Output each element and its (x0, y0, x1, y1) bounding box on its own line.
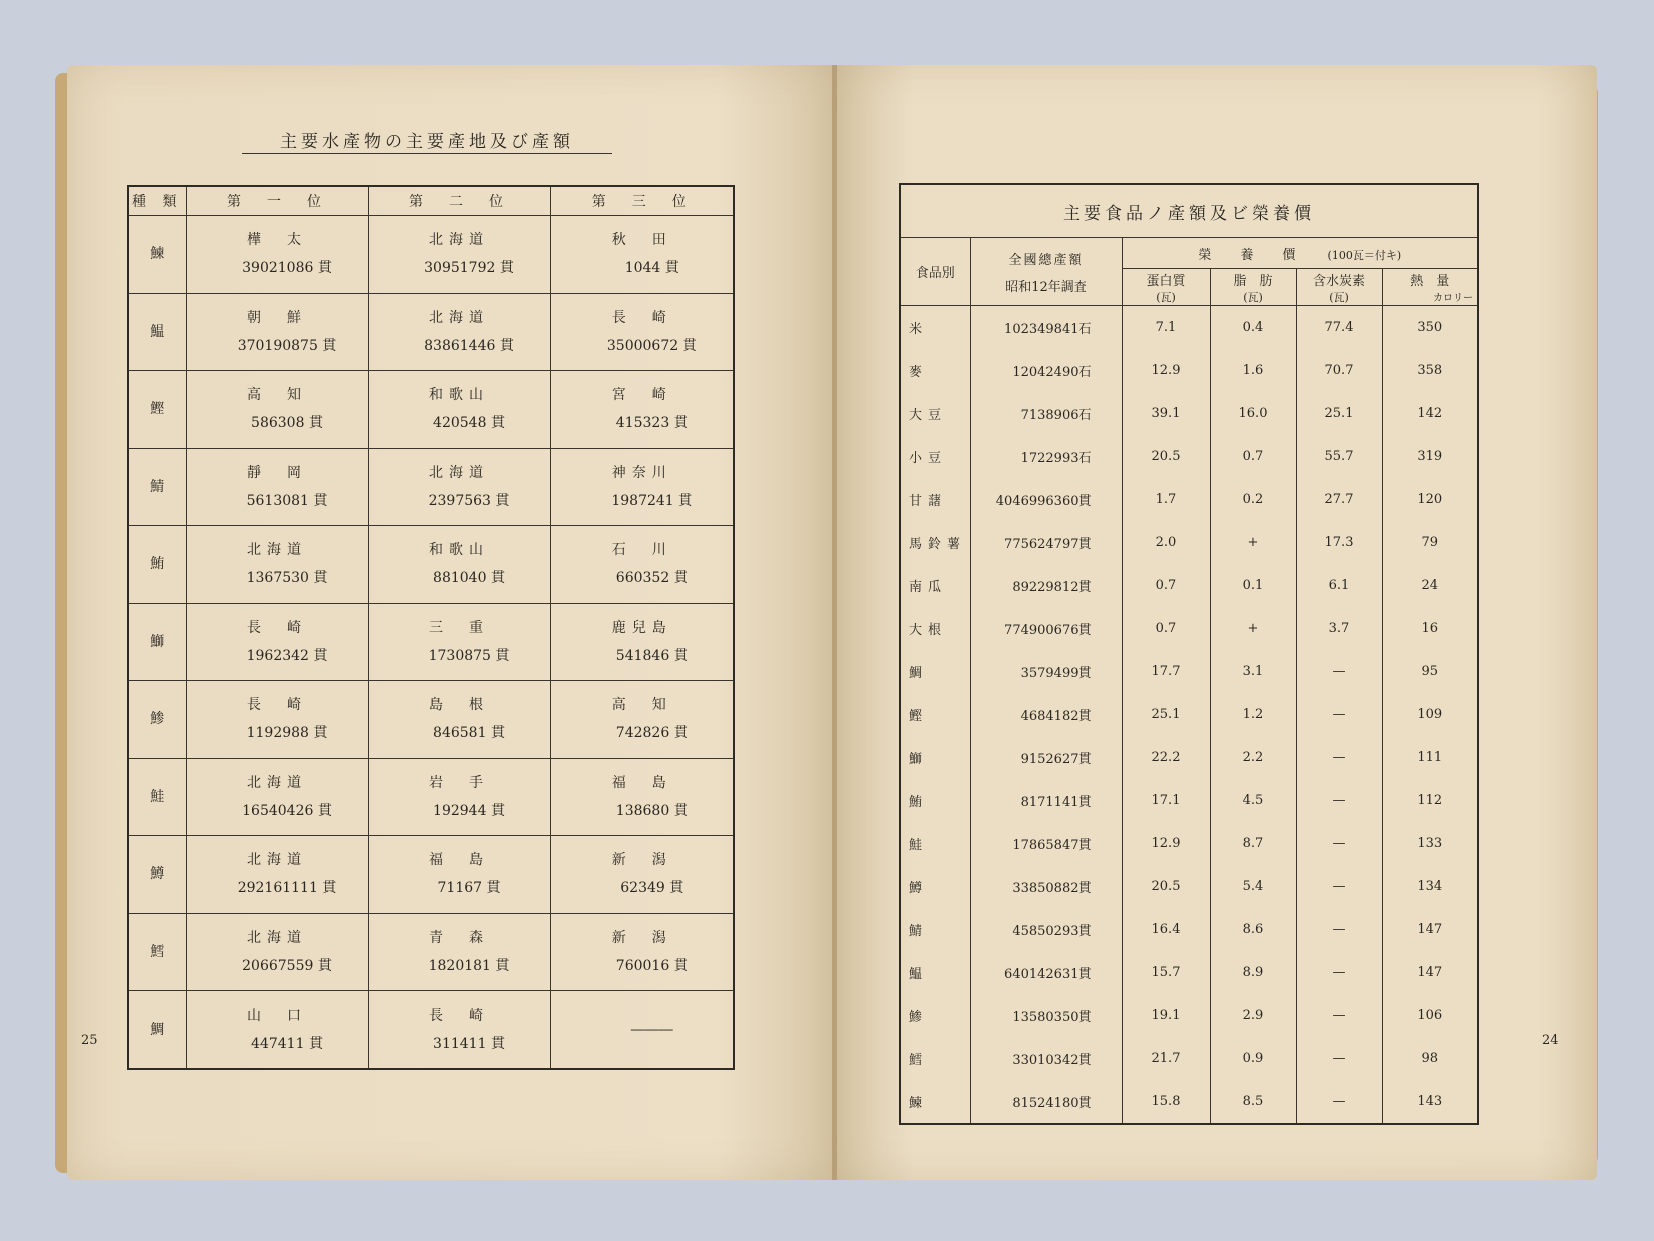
producing-region: 北海道 (247, 774, 307, 791)
production-amount: 1820181 貫 (428, 957, 510, 974)
food-name: 甘藷 (900, 478, 970, 521)
rank-3-cell (550, 371, 734, 449)
header-fat (1210, 269, 1296, 306)
rank-2-cell (368, 371, 550, 449)
header-calorie-label: 熱 量 (1410, 274, 1450, 289)
carbohydrate-value: — (1296, 951, 1382, 994)
fishery-production-table (127, 185, 735, 1070)
food-name: 大根 (900, 607, 970, 650)
header-protein-label: 蛋白質 (1146, 273, 1186, 289)
fat-value: 16.0 (1210, 392, 1296, 435)
right-page-title: 主要食品ノ產額及ビ榮養價 (900, 184, 1478, 238)
open-book (55, 65, 1600, 1180)
table-row (900, 306, 1478, 350)
production-total: 4046996360貫 (970, 478, 1122, 521)
header-rank-3: 第 三 位 (550, 186, 734, 216)
carbohydrate-value: — (1296, 779, 1382, 822)
rank-2-cell (368, 991, 550, 1069)
production-total: 45850293貫 (970, 908, 1122, 951)
carbohydrate-value: — (1296, 994, 1382, 1037)
producing-region: 北海道 (247, 542, 307, 559)
producing-region: 樺 太 (247, 232, 307, 249)
rank-2-cell (368, 603, 550, 681)
rank-1-cell (186, 681, 368, 759)
rank-1-cell (186, 526, 368, 604)
protein-value: 17.7 (1122, 650, 1210, 693)
protein-value: 0.7 (1122, 607, 1210, 650)
rank-3-cell (550, 603, 734, 681)
rank-3-cell (550, 448, 734, 526)
fish-name: 鮪 (128, 526, 186, 604)
food-nutrition-table (899, 183, 1479, 1125)
calorie-value: 133 (1382, 822, 1478, 865)
fat-value: 1.2 (1210, 693, 1296, 736)
carbohydrate-value: — (1296, 865, 1382, 908)
table-row (128, 681, 734, 759)
production-amount: 1962342 貫 (246, 647, 328, 664)
protein-value: 20.5 (1122, 865, 1210, 908)
protein-value: 39.1 (1122, 392, 1210, 435)
protein-value: 7.1 (1122, 306, 1210, 350)
producing-region: 長 崎 (611, 309, 672, 326)
production-amount: 846581 貫 (433, 725, 505, 742)
table-row (900, 736, 1478, 779)
carbohydrate-value: 3.7 (1296, 607, 1382, 650)
header-protein (1122, 269, 1210, 306)
table-row (900, 1037, 1478, 1080)
calorie-value: 112 (1382, 779, 1478, 822)
producing-region: 長 崎 (247, 619, 307, 636)
table-row (900, 908, 1478, 951)
table-row (900, 478, 1478, 521)
fat-value: 0.4 (1210, 306, 1296, 350)
protein-value: 15.8 (1122, 1080, 1210, 1124)
producing-region: 三 重 (429, 619, 489, 636)
carbohydrate-value: — (1296, 822, 1382, 865)
fat-value: 5.4 (1210, 865, 1296, 908)
right-page-number: 24 (1542, 1033, 1559, 1048)
food-name: 鯛 (900, 650, 970, 693)
fat-value: 8.7 (1210, 822, 1296, 865)
production-amount: 30951792 貫 (424, 260, 514, 277)
title-underline (242, 153, 612, 154)
production-total: 33010342貫 (970, 1037, 1122, 1080)
header-nutrition-note: (100瓦＝付キ) (1327, 248, 1402, 262)
producing-region: 山 口 (247, 1007, 307, 1024)
carbohydrate-value: 17.3 (1296, 521, 1382, 564)
rank-3-cell (550, 216, 734, 294)
protein-value: 12.9 (1122, 822, 1210, 865)
fat-value: 0.2 (1210, 478, 1296, 521)
left-page-title: 主要水產物の主要產地及び產額 (280, 132, 574, 152)
rank-1-cell (186, 216, 368, 294)
food-name: 鮪 (900, 779, 970, 822)
fish-name: 鱈 (128, 913, 186, 991)
production-amount: 39021086 貫 (242, 260, 332, 277)
food-name: 米 (900, 306, 970, 350)
rank-1-cell (186, 603, 368, 681)
table-row (128, 836, 734, 914)
carbohydrate-value: — (1296, 736, 1382, 779)
rank-2-cell (368, 293, 550, 371)
producing-region: 北海道 (429, 309, 489, 326)
protein-value: 25.1 (1122, 693, 1210, 736)
table-row (900, 607, 1478, 650)
producing-region: 朝 鮮 (247, 309, 307, 326)
calorie-value: 109 (1382, 693, 1478, 736)
left-page-number: 25 (81, 1033, 98, 1048)
fat-value: 0.1 (1210, 564, 1296, 607)
production-amount: 83861446 貫 (424, 337, 514, 354)
fat-value: 3.1 (1210, 650, 1296, 693)
rank-3-cell (550, 991, 734, 1069)
rank-2-cell (368, 836, 550, 914)
rank-1-cell (186, 293, 368, 371)
table-row (128, 216, 734, 294)
calorie-value: 120 (1382, 478, 1478, 521)
rank-2-cell (368, 216, 550, 294)
food-name: 鱈 (900, 1037, 970, 1080)
production-total: 8171141貫 (970, 779, 1122, 822)
producing-region: 島 根 (429, 697, 489, 714)
left-page (67, 65, 832, 1180)
food-name: 馬鈴薯 (900, 521, 970, 564)
production-amount: 311411 貫 (433, 1035, 505, 1052)
table-row (900, 951, 1478, 994)
rank-1-cell (186, 991, 368, 1069)
fat-value: 0.7 (1210, 435, 1296, 478)
production-amount: 16540426 貫 (242, 802, 332, 819)
table-row (900, 865, 1478, 908)
rank-1-cell (186, 836, 368, 914)
fish-name: 鱒 (128, 836, 186, 914)
fish-name: 鰹 (128, 371, 186, 449)
producing-region: 高 知 (247, 387, 307, 404)
rank-3-cell (550, 526, 734, 604)
rank-1-cell (186, 758, 368, 836)
calorie-value: 106 (1382, 994, 1478, 1037)
producing-region: 宮 崎 (611, 387, 672, 404)
production-total: 775624797貫 (970, 521, 1122, 564)
food-name: 大豆 (900, 392, 970, 435)
right-page (837, 65, 1597, 1180)
fat-value: 1.6 (1210, 349, 1296, 392)
protein-value: 19.1 (1122, 994, 1210, 1037)
carbohydrate-value: 6.1 (1296, 564, 1382, 607)
fish-name: 鰊 (128, 216, 186, 294)
calorie-value: 142 (1382, 392, 1478, 435)
production-amount: 1192988 貫 (246, 725, 328, 742)
production-amount: ――― (630, 1021, 673, 1038)
fat-value: 2.2 (1210, 736, 1296, 779)
production-amount: 370190875 貫 (237, 337, 337, 354)
production-total: 89229812貫 (970, 564, 1122, 607)
producing-region: 北海道 (247, 929, 307, 946)
food-name: 鮭 (900, 822, 970, 865)
header-carb (1296, 269, 1382, 306)
carbohydrate-value: — (1296, 1080, 1382, 1124)
rank-3-cell (550, 913, 734, 991)
rank-2-cell (368, 758, 550, 836)
rank-2-cell (368, 526, 550, 604)
carbohydrate-value: 27.7 (1296, 478, 1382, 521)
carbohydrate-value: — (1296, 693, 1382, 736)
table-row (128, 758, 734, 836)
fat-value: 8.6 (1210, 908, 1296, 951)
producing-region: 青 森 (429, 929, 489, 946)
protein-value: 12.9 (1122, 349, 1210, 392)
table-row (128, 371, 734, 449)
header-fat-label: 脂 肪 (1233, 273, 1273, 289)
protein-value: 17.1 (1122, 779, 1210, 822)
table-row (900, 1080, 1478, 1124)
protein-value: 22.2 (1122, 736, 1210, 779)
producing-region: 秋 田 (611, 232, 672, 249)
production-amount: 1730875 貫 (428, 647, 510, 664)
producing-region: 北海道 (247, 852, 307, 869)
production-total: 9152627貫 (970, 736, 1122, 779)
producing-region: 福 島 (429, 852, 489, 869)
producing-region: 北海道 (429, 232, 489, 249)
carbohydrate-value: 70.7 (1296, 349, 1382, 392)
production-total: 81524180貫 (970, 1080, 1122, 1124)
production-amount: 447411 貫 (251, 1035, 323, 1052)
protein-value: 21.7 (1122, 1037, 1210, 1080)
production-amount: 20667559 貫 (242, 957, 332, 974)
rank-3-cell (550, 758, 734, 836)
production-amount: 760016 貫 (615, 957, 688, 974)
production-amount: 1044 貫 (624, 260, 679, 277)
food-name: 鱒 (900, 865, 970, 908)
food-name: 鰤 (900, 736, 970, 779)
fat-value: 8.5 (1210, 1080, 1296, 1124)
table-row (900, 564, 1478, 607)
rank-1-cell (186, 448, 368, 526)
producing-region: 岩 手 (429, 774, 489, 791)
protein-value: 20.5 (1122, 435, 1210, 478)
table-row (128, 448, 734, 526)
production-amount: 541846 貫 (615, 647, 688, 664)
fish-name: 鯵 (128, 681, 186, 759)
table-row (128, 603, 734, 681)
producing-region: 鹿兒島 (611, 619, 672, 636)
food-name: 鯵 (900, 994, 970, 1037)
fat-value: 2.9 (1210, 994, 1296, 1037)
production-amount: 1987241 貫 (611, 492, 693, 509)
calorie-value: 358 (1382, 349, 1478, 392)
calorie-value: 147 (1382, 908, 1478, 951)
fat-value: + (1210, 521, 1296, 564)
production-amount: 420548 貫 (433, 415, 505, 432)
food-name: 小豆 (900, 435, 970, 478)
food-name: 南瓜 (900, 564, 970, 607)
producing-region: 石 川 (611, 542, 672, 559)
fat-value: + (1210, 607, 1296, 650)
fish-name: 鯛 (128, 991, 186, 1069)
production-amount: 586308 貫 (251, 415, 323, 432)
production-total: 33850882貫 (970, 865, 1122, 908)
production-total: 4684182貫 (970, 693, 1122, 736)
producing-region: 新 潟 (611, 852, 672, 869)
calorie-value: 79 (1382, 521, 1478, 564)
table-row (128, 526, 734, 604)
table-row (900, 349, 1478, 392)
production-total: 102349841石 (970, 306, 1122, 350)
carbohydrate-value: 77.4 (1296, 306, 1382, 350)
production-total: 17865847貫 (970, 822, 1122, 865)
producing-region: 高 知 (611, 697, 672, 714)
header-calorie-unit: カロリー (1433, 293, 1474, 304)
header-rank-1: 第 一 位 (186, 186, 368, 216)
producing-region: 神奈川 (611, 464, 672, 481)
carbohydrate-value: — (1296, 908, 1382, 951)
fish-name: 鰤 (128, 603, 186, 681)
calorie-value: 350 (1382, 306, 1478, 350)
table-row (128, 991, 734, 1069)
header-kind: 種 類 (128, 186, 186, 216)
header-nutrition-label: 榮 養 價 (1198, 247, 1304, 263)
production-amount: 742826 貫 (615, 725, 688, 742)
table-row (900, 650, 1478, 693)
production-amount: 35000672 貫 (606, 337, 697, 354)
producing-region: 福 島 (611, 774, 672, 791)
food-name: 鯖 (900, 908, 970, 951)
production-amount: 62349 貫 (620, 880, 684, 897)
rank-2-cell (368, 681, 550, 759)
header-carb-unit: (瓦) (1329, 290, 1349, 304)
producing-region: 和歌山 (429, 542, 489, 559)
carbohydrate-value: 25.1 (1296, 392, 1382, 435)
header-calorie (1382, 269, 1478, 306)
production-amount: 138680 貫 (615, 802, 688, 819)
production-amount: 292161111 貫 (237, 880, 337, 897)
fish-name: 鮭 (128, 758, 186, 836)
header-nutrition (1122, 238, 1478, 269)
protein-value: 16.4 (1122, 908, 1210, 951)
calorie-value: 98 (1382, 1037, 1478, 1080)
production-amount: 1367530 貫 (246, 570, 328, 587)
carbohydrate-value: — (1296, 1037, 1382, 1080)
producing-region: 靜 岡 (247, 464, 307, 481)
table-row (128, 293, 734, 371)
header-fat-unit: (瓦) (1243, 290, 1263, 304)
calorie-value: 111 (1382, 736, 1478, 779)
fat-value: 0.9 (1210, 1037, 1296, 1080)
producing-region: 和歌山 (429, 387, 489, 404)
production-amount: 415323 貫 (615, 415, 688, 432)
table-row (900, 822, 1478, 865)
production-total: 7138906石 (970, 392, 1122, 435)
producing-region: 新 潟 (611, 929, 672, 946)
production-amount: 2397563 貫 (428, 492, 510, 509)
producing-region: 長 崎 (247, 697, 307, 714)
protein-value: 0.7 (1122, 564, 1210, 607)
food-name: 麥 (900, 349, 970, 392)
table-row (900, 521, 1478, 564)
producing-region: 長 崎 (429, 1007, 489, 1024)
protein-value: 15.7 (1122, 951, 1210, 994)
protein-value: 2.0 (1122, 521, 1210, 564)
header-production (970, 238, 1122, 306)
production-amount: 881040 貫 (433, 570, 505, 587)
rank-1-cell (186, 371, 368, 449)
production-amount: 71167 貫 (437, 880, 501, 897)
producing-region: 北海道 (429, 464, 489, 481)
rank-3-cell (550, 293, 734, 371)
rank-2-cell (368, 448, 550, 526)
calorie-value: 24 (1382, 564, 1478, 607)
fat-value: 4.5 (1210, 779, 1296, 822)
production-amount: 5613081 貫 (246, 492, 328, 509)
calorie-value: 16 (1382, 607, 1478, 650)
production-amount: 192944 貫 (433, 802, 505, 819)
header-production-top: 全國總產額 (1008, 252, 1084, 268)
rank-3-cell (550, 681, 734, 759)
table-row (128, 913, 734, 991)
header-protein-unit: (瓦) (1156, 290, 1176, 304)
production-total: 12042490石 (970, 349, 1122, 392)
production-total: 13580350貫 (970, 994, 1122, 1037)
calorie-value: 95 (1382, 650, 1478, 693)
food-name: 鰛 (900, 951, 970, 994)
header-production-bottom: 昭和12年調査 (1005, 279, 1087, 295)
carbohydrate-value: 55.7 (1296, 435, 1382, 478)
header-carb-label: 含水炭素 (1312, 273, 1365, 289)
table-row (900, 693, 1478, 736)
production-total: 774900676貫 (970, 607, 1122, 650)
table-header-row (128, 186, 734, 216)
header-rank-2: 第 二 位 (368, 186, 550, 216)
rank-3-cell (550, 836, 734, 914)
header-food: 食品別 (900, 238, 970, 306)
table-row (900, 994, 1478, 1037)
production-amount: 660352 貫 (615, 570, 688, 587)
rank-1-cell (186, 913, 368, 991)
production-total: 640142631貫 (970, 951, 1122, 994)
rank-2-cell (368, 913, 550, 991)
carbohydrate-value: — (1296, 650, 1382, 693)
production-total: 3579499貫 (970, 650, 1122, 693)
fish-name: 鯖 (128, 448, 186, 526)
calorie-value: 147 (1382, 951, 1478, 994)
calorie-value: 143 (1382, 1080, 1478, 1124)
protein-value: 1.7 (1122, 478, 1210, 521)
food-name: 鰊 (900, 1080, 970, 1124)
calorie-value: 134 (1382, 865, 1478, 908)
fish-name: 鰛 (128, 293, 186, 371)
table-row (900, 435, 1478, 478)
table-row (900, 779, 1478, 822)
calorie-value: 319 (1382, 435, 1478, 478)
production-total: 1722993石 (970, 435, 1122, 478)
food-name: 鰹 (900, 693, 970, 736)
fat-value: 8.9 (1210, 951, 1296, 994)
table-row (900, 392, 1478, 435)
